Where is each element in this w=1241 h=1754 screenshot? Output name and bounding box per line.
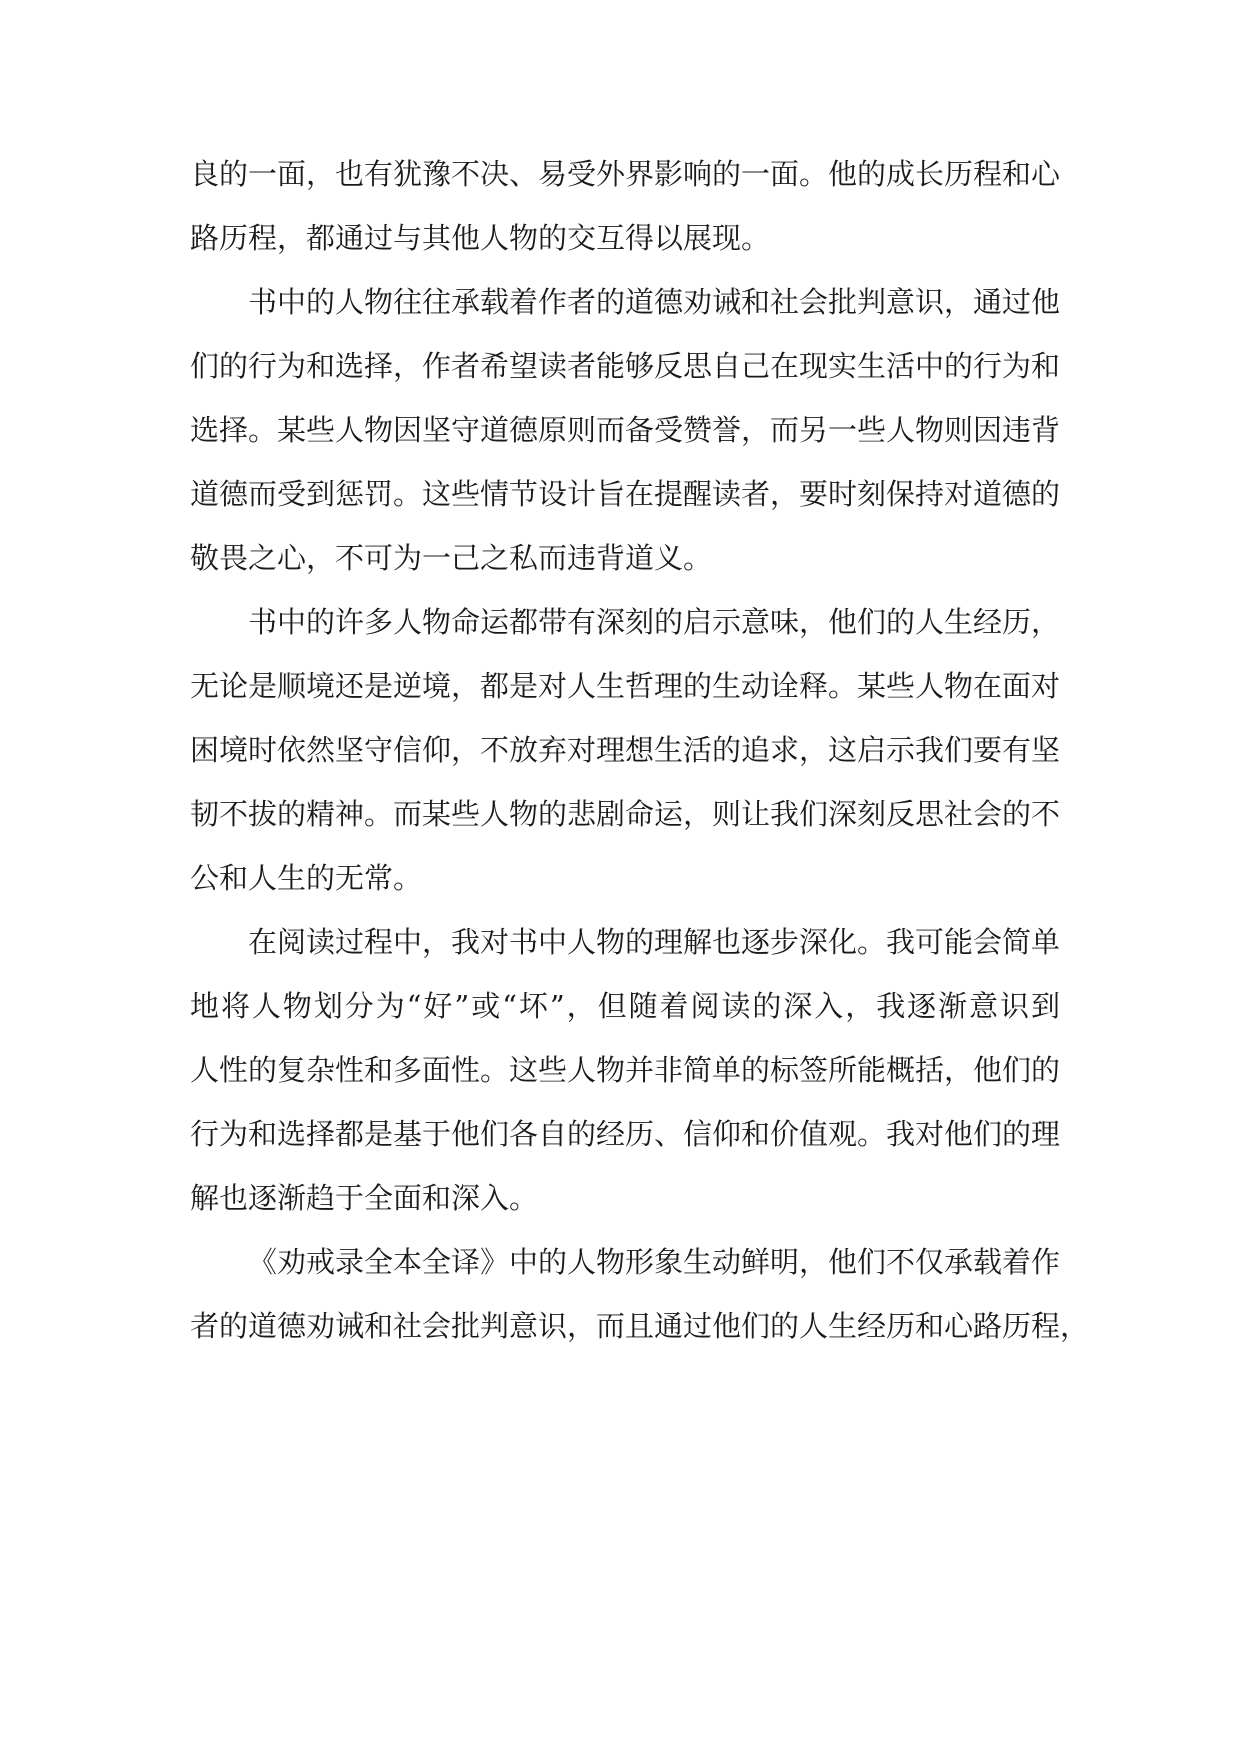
paragraph-line: 《劝戒录全本全译》中的人物形象生动鲜明，他们不仅承载着作 <box>248 1245 1061 1279</box>
paragraph-line: 公和人生的无常。 <box>190 861 423 895</box>
paragraph-line: 选择。某些人物因坚守道德原则而备受赞誉，而另一些人物则因违背 <box>190 413 1061 447</box>
paragraph-5 <box>190 1230 1090 1358</box>
paragraph-line: 在阅读过程中，我对书中人物的理解也逐步深化。我可能会简单 <box>248 925 1061 959</box>
paragraph-line: 路历程，都通过与其他人物的交互得以展现。 <box>190 221 771 255</box>
paragraph-line: 困境时依然坚守信仰，不放弃对理想生活的追求，这启示我们要有坚 <box>190 733 1061 767</box>
paragraph-line: 者的道德劝诫和社会批判意识，而且通过他们的人生经历和心路历程， <box>190 1309 1090 1343</box>
paragraph-line: 良的一面，也有犹豫不决、易受外界影响的一面。他的成长历程和心 <box>190 157 1061 191</box>
document-body <box>190 142 1090 1358</box>
paragraph-line: 书中的许多人物命运都带有深刻的启示意味，他们的人生经历， <box>248 605 1061 639</box>
paragraph-line: 们的行为和选择，作者希望读者能够反思自己在现实生活中的行为和 <box>190 349 1061 383</box>
paragraph-line: 书中的人物往往承载着作者的道德劝诫和社会批判意识，通过他 <box>248 285 1061 319</box>
paragraph-line: 解也逐渐趋于全面和深入。 <box>190 1181 539 1215</box>
paragraph-2 <box>190 270 1060 590</box>
paragraph-line: 地将人物划分为“好”或“坏”，但随着阅读的深入，我逐渐意识到 <box>190 989 1060 1023</box>
paragraph-line: 行为和选择都是基于他们各自的经历、信仰和价值观。我对他们的理 <box>190 1117 1061 1151</box>
paragraph-1 <box>190 142 1060 270</box>
paragraph-3 <box>190 590 1060 910</box>
paragraph-line: 敬畏之心，不可为一己之私而违背道义。 <box>190 541 713 575</box>
paragraph-line: 韧不拔的精神。而某些人物的悲剧命运，则让我们深刻反思社会的不 <box>190 797 1061 831</box>
paragraph-line: 无论是顺境还是逆境，都是对人生哲理的生动诠释。某些人物在面对 <box>190 669 1061 703</box>
paragraph-line: 道德而受到惩罚。这些情节设计旨在提醒读者，要时刻保持对道德的 <box>190 477 1061 511</box>
paragraph-line: 人性的复杂性和多面性。这些人物并非简单的标签所能概括，他们的 <box>190 1053 1061 1087</box>
paragraph-4 <box>190 910 1060 1230</box>
